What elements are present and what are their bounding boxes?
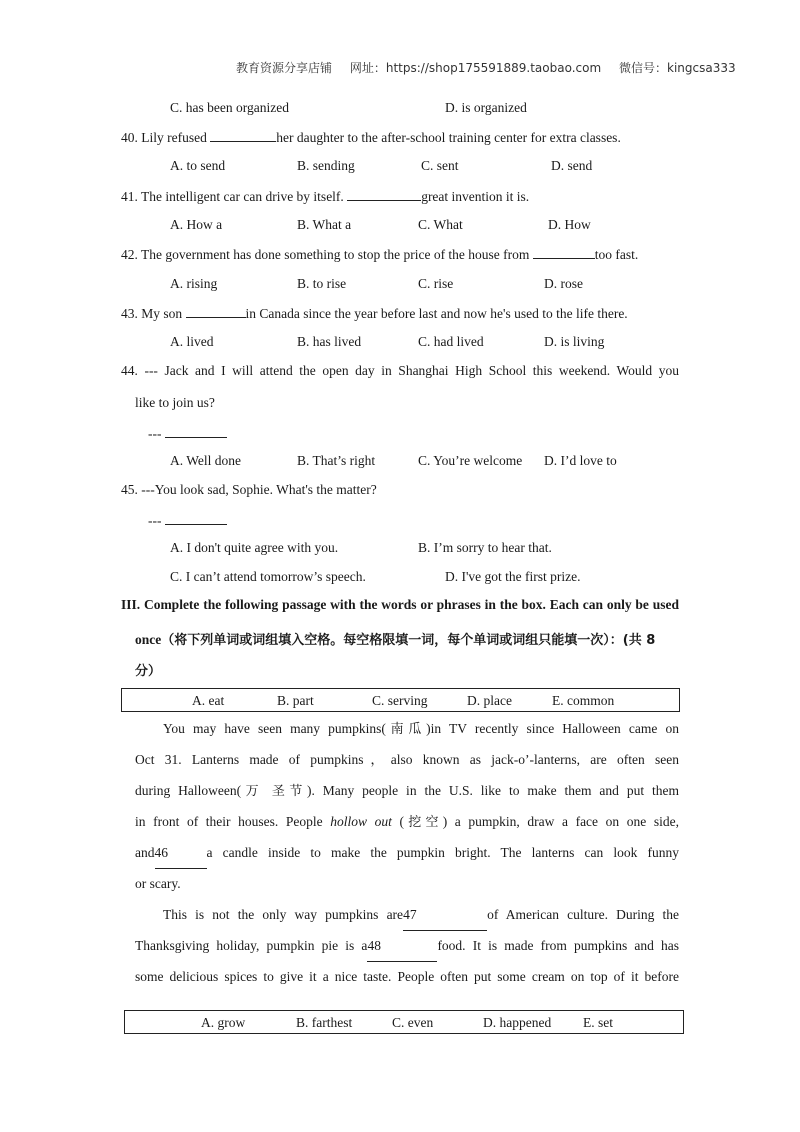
passage-paragraph-1 <box>135 713 679 899</box>
q42-option-c: C. rise <box>418 276 454 291</box>
q39-option-d: D. is organized <box>445 100 527 115</box>
q44-option-a: A. Well done <box>170 453 242 468</box>
passage-p1-line6: or scary. <box>135 876 181 891</box>
q45-blank <box>165 511 227 525</box>
q42-option-a: A. rising <box>170 276 218 291</box>
q40-stem-pre: 40. Lily refused <box>121 130 211 145</box>
q42-blank <box>533 245 595 259</box>
q43-blank <box>186 304 246 318</box>
section3-heading-line2 <box>135 629 655 648</box>
q41-stem <box>121 187 529 206</box>
q42-stem-pre: 42. The government has done something to stop the price of the house from <box>121 247 533 262</box>
p1-l4-a: in front of their houses. People <box>135 814 331 829</box>
section3-heading-zh: （将下列单词或词组填入空格。每空格限填一词，每个单词或词组只能填一次）：(共 8 <box>161 633 656 648</box>
q43-option-d: D. is living <box>544 334 605 349</box>
p1-l4-italic: hollow out <box>330 814 392 829</box>
word-box-1-d: D. place <box>467 693 512 708</box>
word-box-2-a: A. grow <box>201 1015 246 1030</box>
p2-l1-b: of American culture. During the <box>487 907 679 922</box>
p1-l1-a: You may have seen many pumpkins( <box>163 721 386 736</box>
p1-l3-zh: 万 圣节 <box>241 784 307 799</box>
p2-l1-a: This is not the only way pumpkins are <box>163 907 404 922</box>
word-box-1 <box>121 688 680 712</box>
q40-option-d: D. send <box>551 158 593 173</box>
wechat-id: 微信号：kingcsa333 <box>619 61 736 75</box>
q45-reply-dash: --- <box>148 513 165 528</box>
q43-stem <box>121 304 628 323</box>
passage-p2-line2 <box>135 930 679 961</box>
shop-name: 教育资源分享店铺 <box>236 61 333 75</box>
section3-heading-line3: 分） <box>135 664 162 679</box>
q44-blank <box>165 424 227 438</box>
q45-stem: 45. ---You look sad, Sophie. What's the matter? <box>121 482 377 497</box>
q41-blank <box>347 187 421 201</box>
q41-stem-post: great invention it is. <box>421 189 530 204</box>
q41-option-b: B. What a <box>297 217 352 232</box>
q43-option-b: B. has lived <box>297 334 362 349</box>
shop-url: https://shop175591889.taobao.com <box>385 61 602 75</box>
q42-option-b: B. to rise <box>297 276 347 291</box>
blank-48: 48 <box>367 930 437 962</box>
q44-reply-dash: --- <box>148 426 165 441</box>
blank-46: 46 <box>155 837 207 869</box>
word-box-1-a: A. eat <box>192 693 225 708</box>
p2-l2-b: food. It is made from pumpkins and has <box>437 938 680 953</box>
url-label <box>350 61 601 75</box>
passage-p1-line1 <box>135 713 679 744</box>
word-box-2 <box>124 1010 684 1034</box>
p1-l4-zh: 挖空 <box>403 815 443 830</box>
passage-p2-line1 <box>135 899 679 930</box>
q44-stem-line1: 44. --- Jack and I will attend the open day in Shanghai High School this weekend. Would you <box>121 363 679 378</box>
q42-stem-post: too fast. <box>594 247 639 262</box>
q41-option-d: D. How <box>548 217 591 232</box>
p1-l3-a: during Halloween( <box>135 783 242 798</box>
q45-option-b: B. I’m sorry to hear that. <box>418 540 552 555</box>
q45-option-a: A. I don't quite agree with you. <box>170 540 339 555</box>
word-box-1-e: E. common <box>552 693 615 708</box>
q45-option-d: D. I've got the first prize. <box>445 569 581 584</box>
q40-stem <box>121 128 621 147</box>
q41-option-c: C. What <box>418 217 463 232</box>
p1-l4-b: ( <box>391 814 404 829</box>
p1-l5-b: a candle inside to make the pumpkin bright. The lanterns can look funny <box>206 845 679 860</box>
section3-heading-line1: III. Complete the following passage with the words or phrases in the box. Each can only be used <box>121 597 679 612</box>
word-box-2-b: B. farthest <box>296 1015 353 1030</box>
q43-stem-pre: 43. My son <box>121 306 186 321</box>
q44-reply <box>148 424 227 443</box>
p2-l2-a: Thanksgiving holiday, pumpkin pie is a <box>135 938 368 953</box>
p1-l1-zh: 南瓜 <box>385 722 427 737</box>
q39-option-c: C. has been organized <box>170 100 289 115</box>
p1-l3-b: ). Many people in the U.S. like to make them and put them <box>306 783 679 798</box>
q40-option-a: A. to send <box>170 158 226 173</box>
blank-47: 47 <box>403 899 487 931</box>
url-label-text: 网址： <box>349 61 386 75</box>
word-box-2-e: E. set <box>583 1015 613 1030</box>
q42-stem <box>121 245 638 264</box>
q43-option-a: A. lived <box>170 334 214 349</box>
passage-paragraph-2 <box>135 899 679 992</box>
passage-p1-line5 <box>135 837 679 868</box>
q41-stem-pre: 41. The intelligent car can drive by itself. <box>121 189 348 204</box>
q40-stem-post: her daughter to the after-school training center for extra classes. <box>276 130 621 145</box>
q44-option-d: D. I’d love to <box>544 453 617 468</box>
q44-option-b: B. That’s right <box>297 453 376 468</box>
word-box-2-c: C. even <box>392 1015 434 1030</box>
passage-p1-line2: Oct 31. Lanterns made of pumpkins，also known as jack-o’-lanterns, are often seen <box>135 752 679 767</box>
q41-option-a: A. How a <box>170 217 223 232</box>
q44-option-c: C. You’re welcome <box>418 453 523 468</box>
q42-option-d: D. rose <box>544 276 583 291</box>
q44-stem-line2: like to join us? <box>135 395 215 410</box>
q40-blank <box>210 128 276 142</box>
p1-l1-b: )in TV recently since Halloween came on <box>426 721 679 736</box>
word-box-1-c: C. serving <box>372 693 428 708</box>
p1-l5-a: and <box>135 845 155 860</box>
q40-option-c: C. sent <box>421 158 459 173</box>
passage-p1-line4 <box>135 806 679 837</box>
section3-heading-once: once <box>135 632 162 647</box>
word-box-1-b: B. part <box>277 693 314 708</box>
passage-p2-line3: some delicious spices to give it a nice taste. People often put some cream on top of it before <box>135 969 679 984</box>
q43-option-c: C. had lived <box>418 334 484 349</box>
q45-reply <box>148 511 227 530</box>
q45-option-c: C. I can’t attend tomorrow’s speech. <box>170 569 366 584</box>
p1-l4-c: ) a pumpkin, draw a face on one side, <box>442 814 679 829</box>
q40-option-b: B. sending <box>297 158 355 173</box>
passage-p1-line3 <box>135 775 679 806</box>
q43-stem-post: in Canada since the year before last and now he's used to the life there. <box>245 306 628 321</box>
word-box-2-d: D. happened <box>483 1015 552 1030</box>
page-header <box>236 59 750 76</box>
